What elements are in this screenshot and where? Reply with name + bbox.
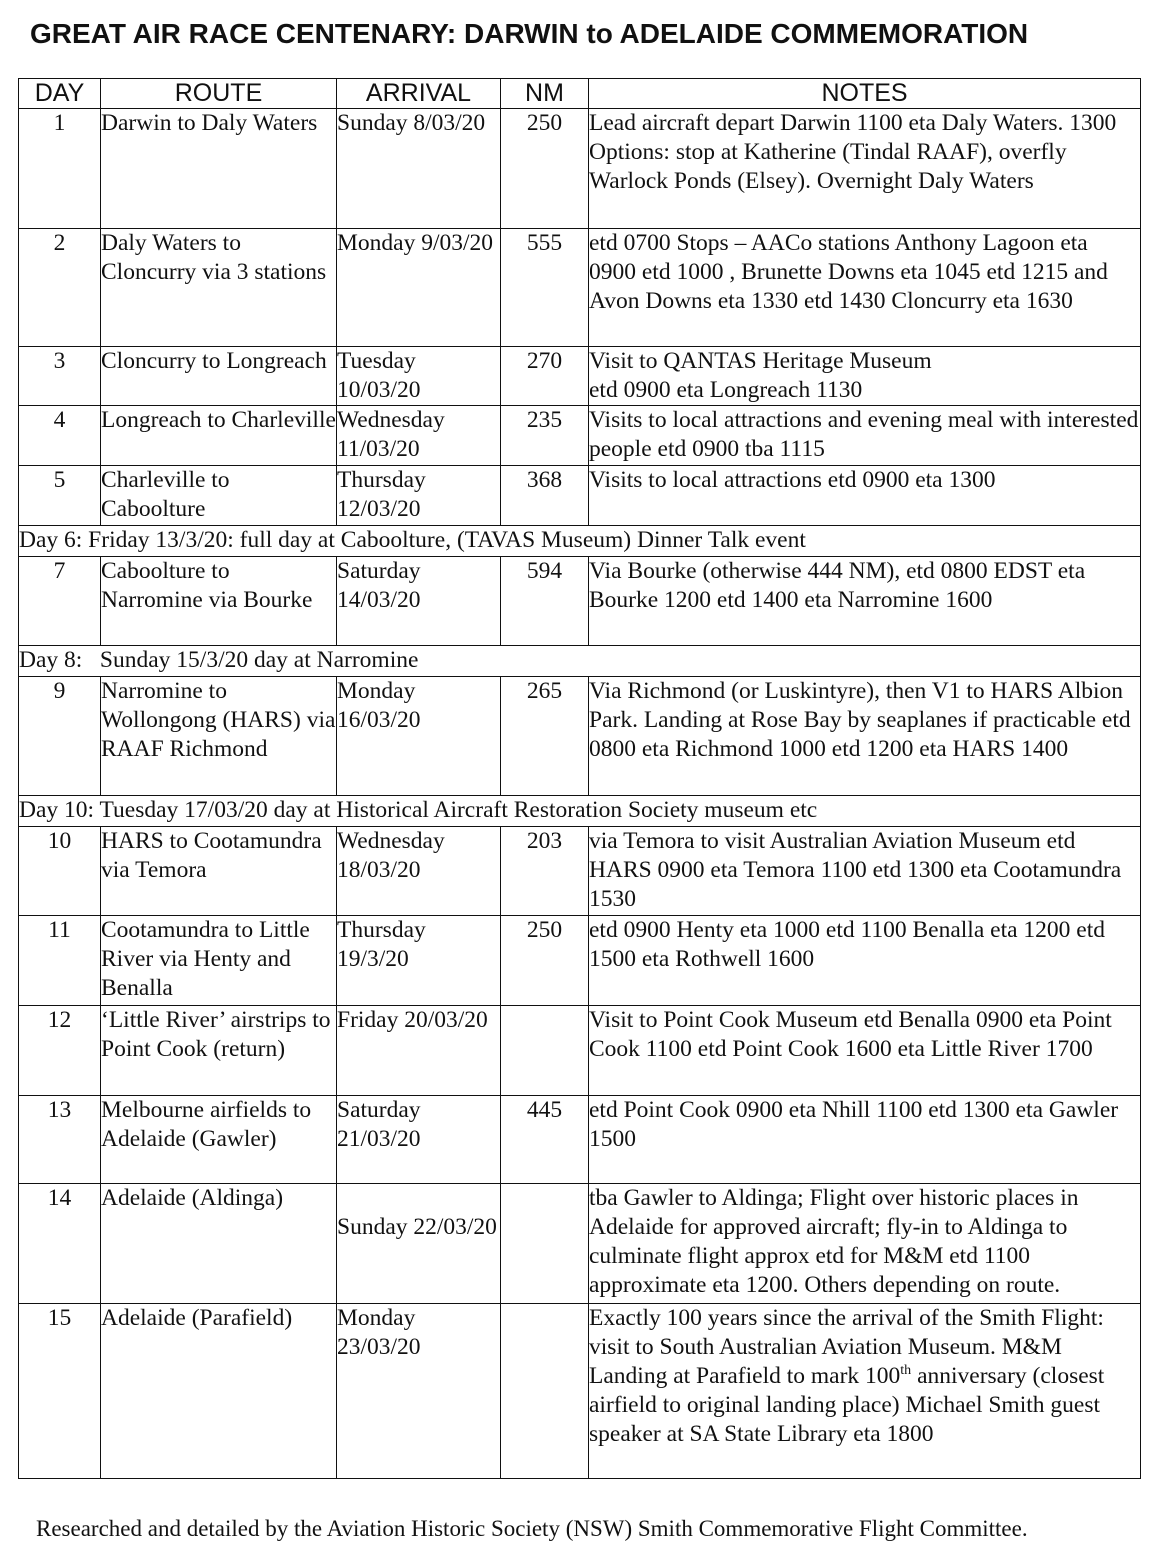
cell-notes: Visits to local attractions and evening meal with interested people etd 0900 tba 1115 <box>589 406 1141 466</box>
header-notes: NOTES <box>589 79 1141 109</box>
table-row <box>19 1304 1141 1479</box>
cell-route: Adelaide (Parafield) <box>101 1304 337 1479</box>
cell-arrival: Tuesday 10/03/20 <box>337 347 501 406</box>
cell-arrival: Saturday 14/03/20 <box>337 557 501 646</box>
cell-notes: Visits to local attractions etd 0900 eta 1300 <box>589 466 1141 526</box>
cell-notes: Via Richmond (or Luskintyre), then V1 to HARS Albion Park. Landing at Rose Bay by seaplanes if practicable etd 0800 eta Richmond 1000 etd 1200 eta HARS 1400 <box>589 677 1141 796</box>
table-row <box>19 1006 1141 1096</box>
table-row <box>19 347 1141 406</box>
cell-day: 2 <box>19 229 101 347</box>
cell-arrival: Monday 9/03/20 <box>337 229 501 347</box>
cell-route: Darwin to Daly Waters <box>101 109 337 229</box>
cell-notes <box>589 1184 1141 1304</box>
page-title: GREAT AIR RACE CENTENARY: DARWIN to ADELAIDE COMMEMORATION <box>30 18 1029 49</box>
arrival-text: Sunday 22/03/20 <box>337 1214 497 1240</box>
cell-nm: 445 <box>501 1096 589 1184</box>
table-row <box>19 1096 1141 1184</box>
header-arrival: ARRIVAL <box>337 79 501 109</box>
cell-day: 3 <box>19 347 101 406</box>
cell-arrival <box>337 1184 501 1304</box>
cell-notes <box>589 347 1141 406</box>
cell-day: 4 <box>19 406 101 466</box>
cell-route: Melbourne airfields to Adelaide (Gawler) <box>101 1096 337 1184</box>
notes-superscript: th <box>900 1363 912 1378</box>
table-row <box>19 229 1141 347</box>
cell-day: 1 <box>19 109 101 229</box>
table-row-full <box>19 646 1141 677</box>
table-row <box>19 557 1141 646</box>
cell-arrival: Saturday 21/03/20 <box>337 1096 501 1184</box>
cell-route: Cootamundra to Little River via Henty and Benalla <box>101 916 337 1006</box>
cell-full-day: Day 6: Friday 13/3/20: full day at Caboolture, (TAVAS Museum) Dinner Talk event <box>19 526 1141 557</box>
cell-arrival: Friday 20/03/20 <box>337 1006 501 1096</box>
cell-day: 11 <box>19 916 101 1006</box>
table-row <box>19 466 1141 526</box>
table-row-full <box>19 526 1141 557</box>
cell-notes: etd 0700 Stops – AACo stations Anthony Lagoon eta 0900 etd 1000 , Brunette Downs eta 1045 etd 1215 and Avon Downs eta 1330 etd 1430 Cloncurry eta 1630 <box>589 229 1141 347</box>
cell-arrival: Thursday 19/3/20 <box>337 916 501 1006</box>
table-header-row <box>19 79 1141 109</box>
cell-arrival: Wednesday 18/03/20 <box>337 827 501 916</box>
cell-day: 14 <box>19 1184 101 1304</box>
cell-day: 10 <box>19 827 101 916</box>
cell-nm: 594 <box>501 557 589 646</box>
cell-notes: via Temora to visit Australian Aviation Museum etd HARS 0900 eta Temora 1100 etd 1300 eta Cootamundra 1530 <box>589 827 1141 916</box>
notes-text: Exactly 100 years since the arrival of the Smith Flight: visit to South Australian Aviation Museum. M&M Landing at Parafield to mark 100 <box>589 1305 1104 1389</box>
cell-nm: 235 <box>501 406 589 466</box>
cell-nm <box>501 1304 589 1479</box>
cell-day: 7 <box>19 557 101 646</box>
table-row <box>19 677 1141 796</box>
cell-arrival: Sunday 8/03/20 <box>337 109 501 229</box>
table-row <box>19 916 1141 1006</box>
cell-route: HARS to Cootamundra via Temora <box>101 827 337 916</box>
notes-text: tba Gawler to Aldinga; Flight over historic places in Adelaide for approved aircraft; fly-in to Aldinga to culminate flight approx etd for M&M etd 1100 approximate eta 1200. Others depending on route. <box>589 1185 1079 1298</box>
header-day: DAY <box>19 79 101 109</box>
cell-nm: 270 <box>501 347 589 406</box>
cell-day: 15 <box>19 1304 101 1479</box>
cell-route: Narromine to Wollongong (HARS) via RAAF Richmond <box>101 677 337 796</box>
cell-full-day: Day 10: Tuesday 17/03/20 day at Historical Aircraft Restoration Society museum etc <box>19 796 1141 827</box>
cell-route: Adelaide (Aldinga) <box>101 1184 337 1304</box>
cell-nm <box>501 1006 589 1096</box>
cell-route: Daly Waters to Cloncurry via 3 stations <box>101 229 337 347</box>
table-row <box>19 827 1141 916</box>
cell-notes <box>589 1304 1141 1479</box>
cell-day: 9 <box>19 677 101 796</box>
cell-day: 13 <box>19 1096 101 1184</box>
cell-day: 12 <box>19 1006 101 1096</box>
cell-arrival: Monday 16/03/20 <box>337 677 501 796</box>
cell-nm: 250 <box>501 109 589 229</box>
cell-nm: 265 <box>501 677 589 796</box>
cell-arrival: Wednesday 11/03/20 <box>337 406 501 466</box>
cell-nm: 555 <box>501 229 589 347</box>
notes-line: etd 0900 eta Longreach 1130 <box>589 377 863 403</box>
table-row <box>19 109 1141 229</box>
cell-notes: Via Bourke (otherwise 444 NM), etd 0800 EDST eta Bourke 1200 etd 1400 eta Narromine 1600 <box>589 557 1141 646</box>
cell-nm: 250 <box>501 916 589 1006</box>
cell-full-day: Day 8: Sunday 15/3/20 day at Narromine <box>19 646 1141 677</box>
table-row <box>19 406 1141 466</box>
cell-route: Caboolture to Narromine via Bourke <box>101 557 337 646</box>
notes-text: anniversary (closest airfield to original landing place) Michael Smith guest speaker at SA State Library eta 1800 <box>589 1363 1105 1447</box>
cell-notes: etd 0900 Henty eta 1000 etd 1100 Benalla eta 1200 etd 1500 eta Rothwell 1600 <box>589 916 1141 1006</box>
cell-route: Cloncurry to Longreach <box>101 347 337 406</box>
table-row-full <box>19 796 1141 827</box>
cell-nm: 203 <box>501 827 589 916</box>
cell-route: Charleville to Caboolture <box>101 466 337 526</box>
footer-credit: Researched and detailed by the Aviation Historic Society (NSW) Smith Commemorative Flight Committee. <box>36 1516 1028 1541</box>
cell-notes: Lead aircraft depart Darwin 1100 eta Daly Waters. 1300 Options: stop at Katherine (Tindal RAAF), overfly Warlock Ponds (Elsey). Overnight Daly Waters <box>589 109 1141 229</box>
cell-nm: 368 <box>501 466 589 526</box>
notes-line: Visit to QANTAS Heritage Museum <box>589 348 932 374</box>
cell-arrival: Monday 23/03/20 <box>337 1304 501 1479</box>
cell-day: 5 <box>19 466 101 526</box>
cell-arrival: Thursday 12/03/20 <box>337 466 501 526</box>
cell-notes: Visit to Point Cook Museum etd Benalla 0900 eta Point Cook 1100 etd Point Cook 1600 eta Little River 1700 <box>589 1006 1141 1096</box>
cell-notes: etd Point Cook 0900 eta Nhill 1100 etd 1300 eta Gawler 1500 <box>589 1096 1141 1184</box>
cell-route: Longreach to Charleville <box>101 406 337 466</box>
cell-nm <box>501 1184 589 1304</box>
schedule-table <box>18 78 1141 1479</box>
header-nm: NM <box>501 79 589 109</box>
table-row <box>19 1184 1141 1304</box>
cell-route: ‘Little River’ airstrips to Point Cook (return) <box>101 1006 337 1096</box>
header-route: ROUTE <box>101 79 337 109</box>
